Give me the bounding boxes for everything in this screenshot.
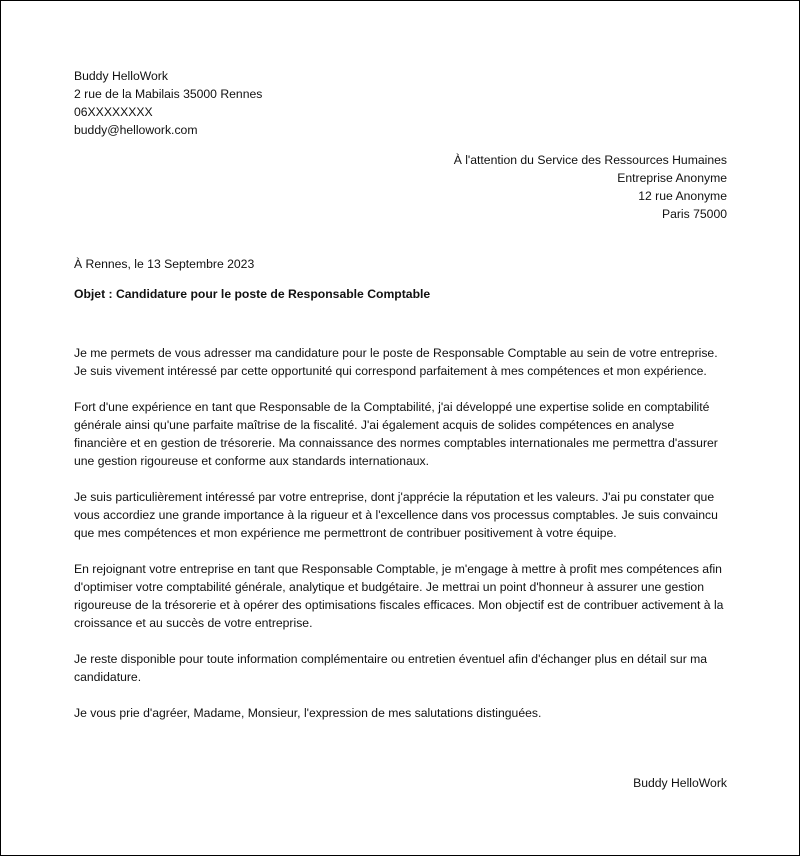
sender-email: buddy@hellowork.com (74, 123, 198, 137)
recipient-attention: À l'attention du Service des Ressources Humaines (453, 153, 727, 167)
sender-address: 2 rue de la Mabilais 35000 Rennes (74, 87, 263, 101)
place-date: À Rennes, le 13 Septembre 2023 (74, 257, 255, 271)
body-paragraph-intro: Je me permets de vous adresser ma candidature pour le poste de Responsable Comptable au sein de votre entreprise. Je suis vivement intéressé par cette opportunité qui correspond parfaitement à mes compétences et mon expérience. (74, 346, 718, 378)
recipient-city: Paris 75000 (661, 207, 727, 221)
sender-name: Buddy HelloWork (74, 69, 168, 83)
body-paragraph-commitment: En rejoignant votre entreprise en tant que Responsable Comptable, je m'engage à mettre à profit mes compétences afin d'optimiser votre comptabilité générale, analytique et budgétaire. Je mettrai un point d'honneur à assurer une gestion rigoureuse de la trésorerie et à opérer des optimisations fiscales efficaces. Mon objectif est de contribuer activement à la croissance et au succès de votre entreprise. (74, 562, 724, 630)
recipient-street: 12 rue Anonyme (638, 189, 727, 203)
recipient-block (307, 151, 727, 223)
body-paragraph-availability: Je reste disponible pour toute information complémentaire ou entretien éventuel afin d'échanger plus en détail sur ma candidature. (74, 652, 708, 684)
body-paragraph-experience: Fort d'une expérience en tant que Responsable de la Comptabilité, j'ai développé une expertise solide en comptabilité générale ainsi qu'une parfaite maîtrise de la fiscalité. J'ai également acquis de solides compétences en analyse financière et en gestion de trésorerie. Ma connaissance des normes comptables internationales me permettra d'assurer une gestion rigoureuse et conforme aux standards internationaux. (74, 400, 718, 468)
letter-subject: Objet : Candidature pour le poste de Responsable Comptable (74, 287, 431, 301)
body-paragraph-motivation: Je suis particulièrement intéressé par votre entreprise, dont j'apprécie la réputation et les valeurs. J'ai pu constater que vous accordiez une grande importance à la rigueur et à l'excellence dans vos processus comptables. Je suis convaincu que mes compétences et mon expérience me permettront de contribuer positivement à votre équipe. (74, 490, 718, 540)
body-paragraph-closing: Je vous prie d'agréer, Madame, Monsieur, l'expression de mes salutations distinguées. (74, 706, 542, 720)
sender-block (74, 67, 474, 139)
sender-phone: 06XXXXXXXX (74, 105, 153, 119)
letter-body (74, 344, 730, 740)
recipient-company: Entreprise Anonyme (617, 171, 727, 185)
signature: Buddy HelloWork (633, 776, 727, 790)
